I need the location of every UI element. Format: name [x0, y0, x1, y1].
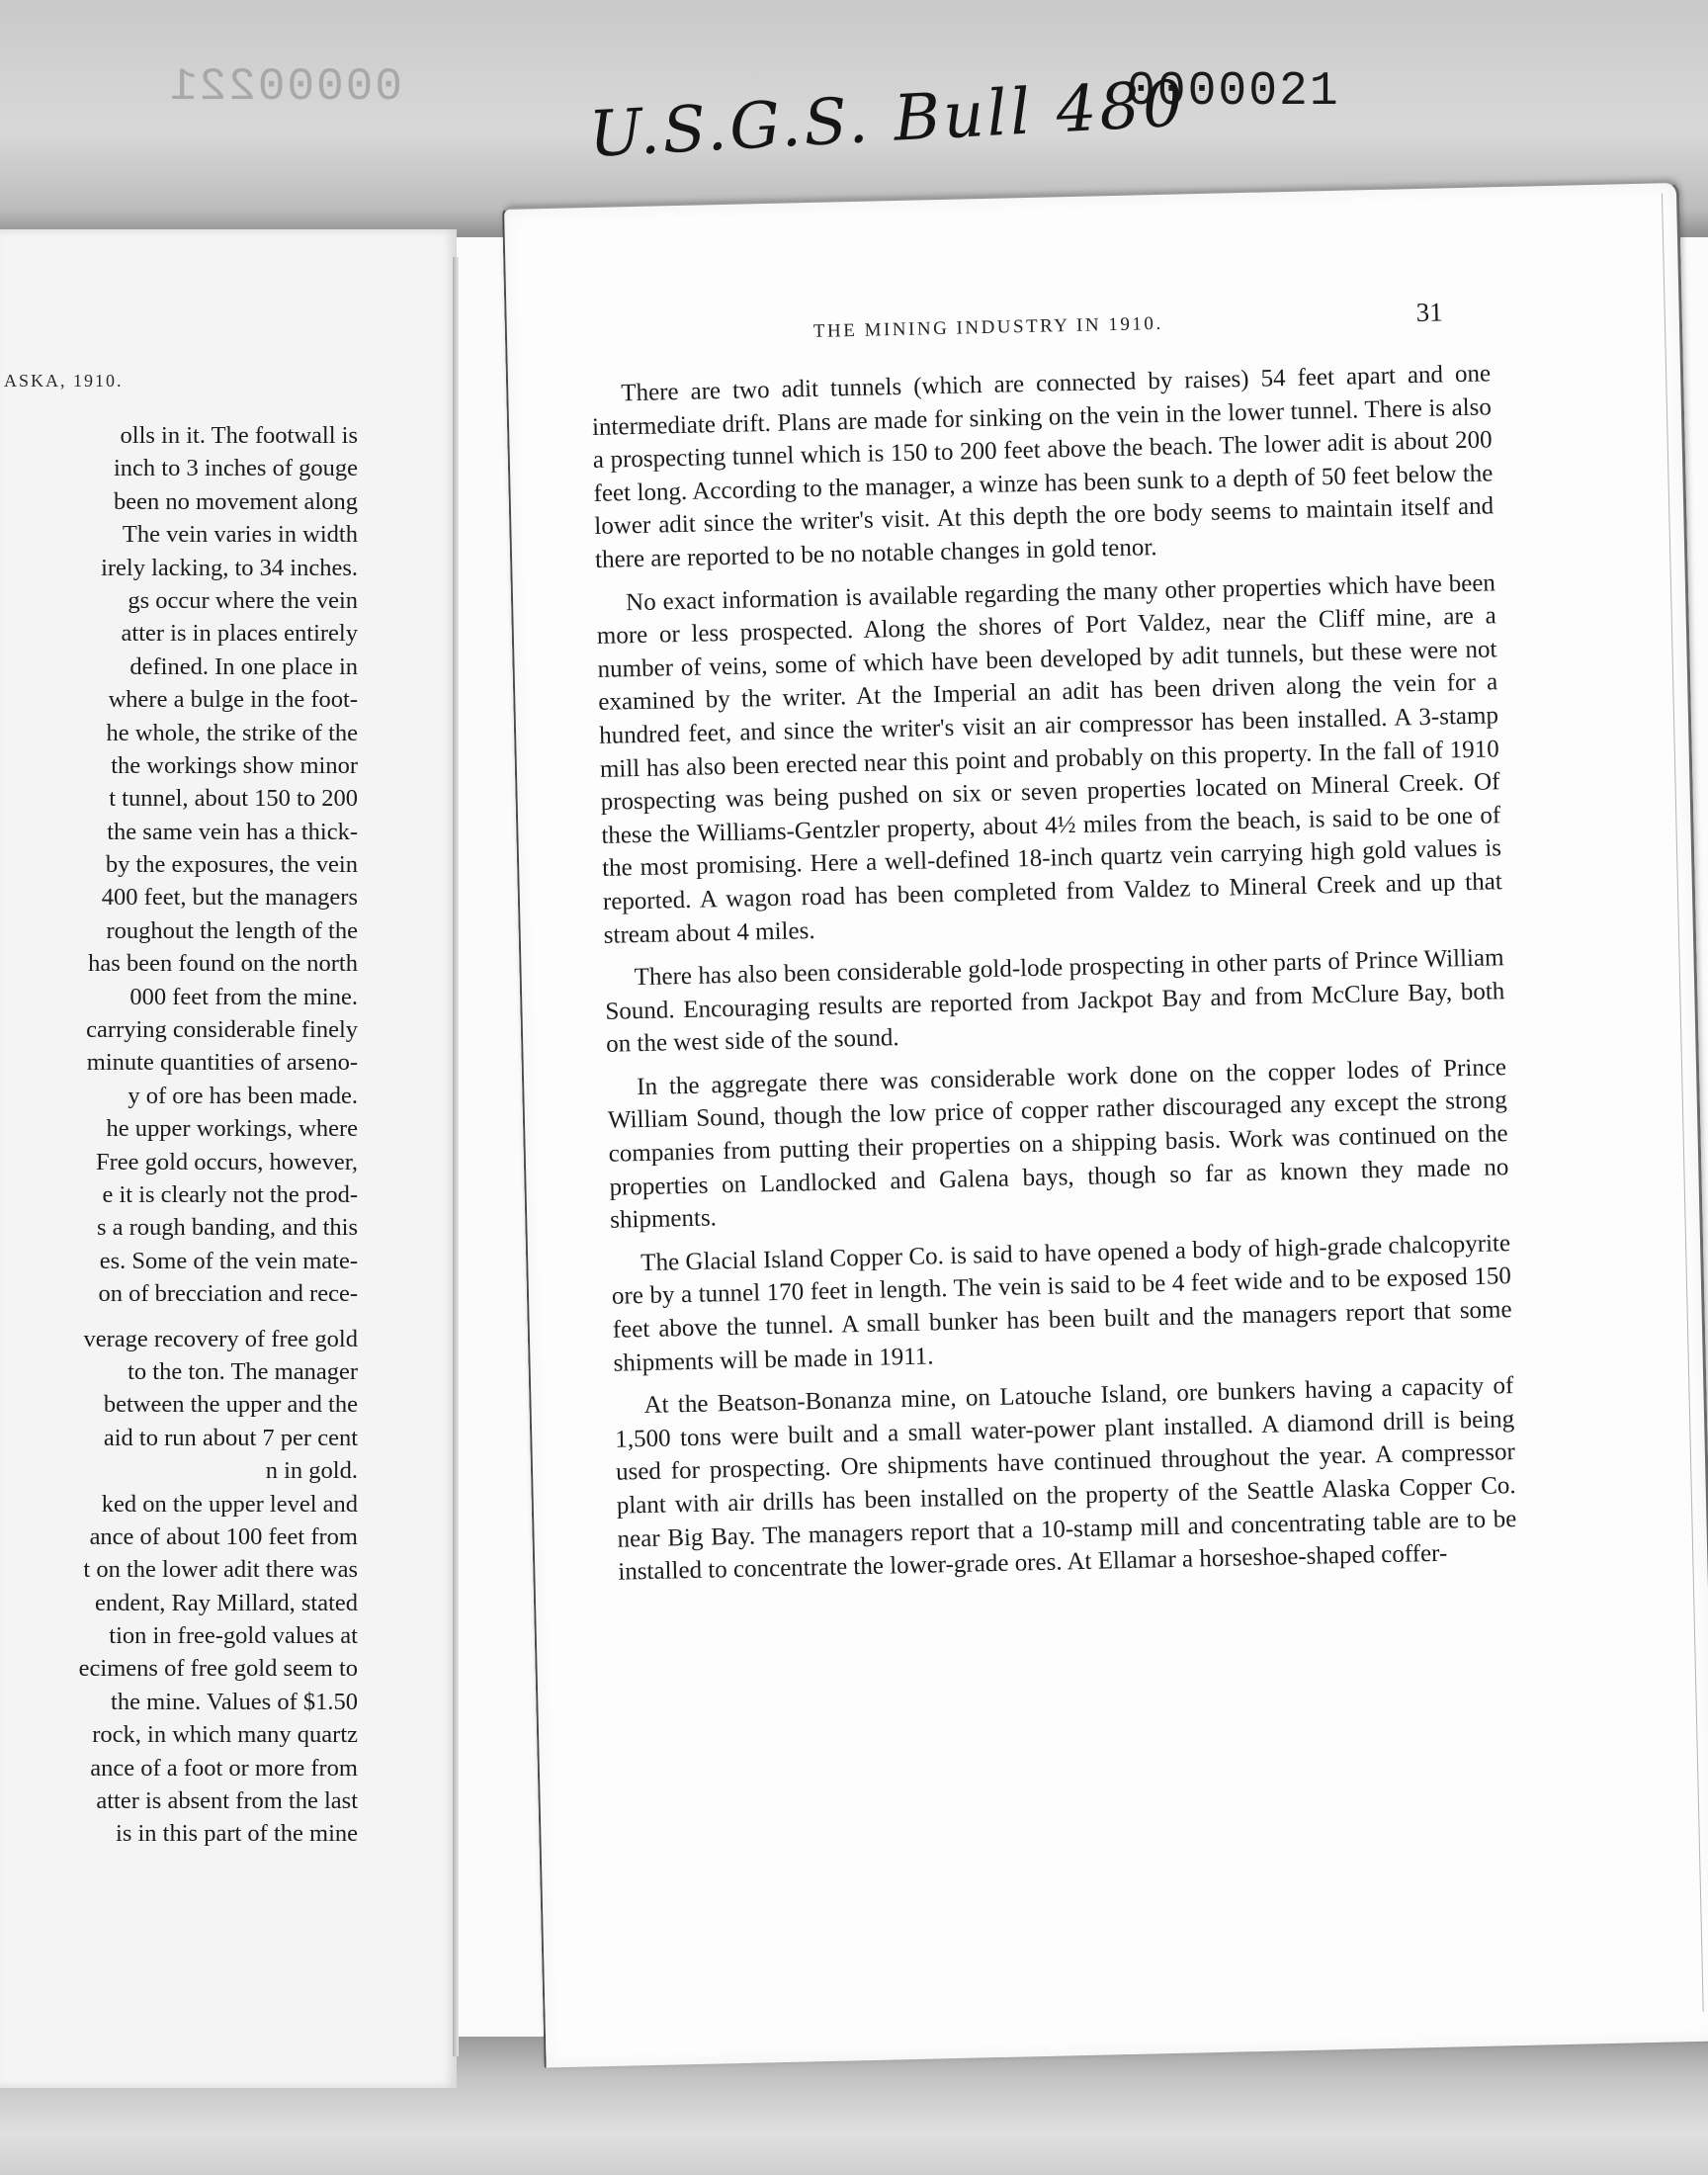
left-page-line: has been found on the north — [88, 950, 358, 978]
body-paragraph: There has also been considerable gold-lode prospecting in other parts of Prince William Sound. Encouraging results are reported from Jackpot Bay and from McClure Bay, both on the west side of the sound. — [605, 944, 1505, 1059]
left-page-line: t on the lower adit there was — [83, 1556, 358, 1584]
left-page-line: atter is in places entirely — [121, 620, 358, 648]
left-page-line: been no movement along — [114, 487, 358, 515]
running-head: THE MINING INDUSTRY IN 1910. — [812, 312, 1163, 342]
left-page-line: tion in free-gold values at — [109, 1622, 358, 1650]
left-page-line: by the exposures, the vein — [105, 851, 358, 879]
left-page — [0, 229, 457, 2088]
left-page-line: gs occur where the vein — [128, 586, 358, 614]
page-number: 31 — [1415, 297, 1443, 328]
left-page-header: ASKA, 1910. — [4, 371, 124, 391]
left-page-line: irely lacking, to 34 inches. — [101, 554, 358, 581]
left-page-line: roughout the length of the — [106, 916, 358, 944]
left-page-line: he upper workings, where — [106, 1115, 358, 1143]
left-page-line: y of ore has been made. — [128, 1082, 358, 1109]
left-page-line: ance of about 100 feet from — [89, 1522, 358, 1550]
left-page-line: to the ton. The manager — [128, 1357, 358, 1385]
left-page-text — [0, 419, 358, 1851]
left-page-line: the same vein has a thick- — [107, 818, 358, 845]
right-page — [502, 181, 1708, 2068]
body-paragraph: No exact information is available regarding the many other properties which have been more or less prospected. Along the shores of Port Valdez, near the Cliff mine, are a number of veins, some of which have been developed by adit tunnels, but these were not examined by the writer. At the Imperial an adit has been driven along the vein for a hundred feet, and since the writer's visit an air compressor has been installed. A 3-stamp mill has also been erected near this point and probably on this property. In the fall of 1910 prospecting was being pushed on six or seven properties located on Mineral Creek. Of these the Williams-Gentzler property, about 4½ miles from the beach, is said to be one of the most promising. Here a well-defined 18-inch quartz vein carrying high gold values is reported. A wagon road has been completed from Valdez to Mineral Creek and up that stream about 4 miles. — [596, 568, 1503, 949]
left-page-line: carrying considerable finely — [86, 1016, 358, 1044]
left-page-line: where a bulge in the foot- — [108, 686, 358, 714]
page-edge — [1662, 193, 1708, 2012]
body-paragraph: The Glacial Island Copper Co. is said to have opened a body of high-grade chalcopyrite ore by a tunnel 170 feet in length. The vein is said to be 4 feet wide and to be exposed 150 feet above the tunnel. A small bunker has been built and the managers report that some shipments will be made in 1911. — [611, 1229, 1512, 1377]
left-page-line: the workings show minor — [111, 751, 358, 779]
left-page-line: ked on the upper level and — [101, 1490, 358, 1518]
left-page-line: n in gold. — [265, 1457, 358, 1485]
body-paragraph: In the aggregate there was considerable work done on the copper lodes of Prince William Sound, though the low price of copper rather discouraged any except the strong companies from putting their properties on a shipping basis. Work was continued on the properties on Landlocked and Galena bays, though so far as known they made no shipments. — [607, 1054, 1509, 1235]
left-page-line: minute quantities of arseno- — [86, 1049, 358, 1077]
left-page-line — [0, 1311, 358, 1323]
book-gutter — [453, 257, 459, 2056]
left-page-line: es. Some of the vein mate- — [99, 1247, 358, 1274]
left-page-line: verage recovery of free gold — [83, 1325, 358, 1352]
left-page-line: the mine. Values of $1.50 — [111, 1688, 358, 1715]
left-page-line: defined. In one place in — [129, 652, 358, 680]
left-page-line: aid to run about 7 per cent — [103, 1424, 358, 1451]
left-page-line: 400 feet, but the managers — [101, 884, 358, 912]
left-page-line: rock, in which many quartz — [92, 1721, 358, 1749]
left-page-line: t tunnel, about 150 to 200 — [109, 785, 358, 813]
left-page-line: s a rough banding, and this — [96, 1214, 358, 1242]
handwritten-note: U.S.G.S. Bull 480 — [587, 67, 1188, 172]
body-paragraph: At the Beatson-Bonanza mine, on Latouche Island, ore bunkers having a capacity of 1,500 tons were built and a small water-power plant installed. A diamond drill is being used for prospecting. Ore shipments have continued throughout the year. A compressor plant with air drills has been installed on the property of the Seattle Alaska Copper Co. near Big Bay. The managers report that a 10-stamp mill and concentrating table are to be installed to concentrate the lower-grade ores. At Ellamar a horseshoe-shaped coffer- — [614, 1372, 1517, 1586]
left-page-line: endent, Ray Millard, stated — [94, 1589, 358, 1616]
left-page-line: between the upper and the — [103, 1391, 358, 1419]
left-page-line: 000 feet from the mine. — [129, 983, 358, 1010]
left-page-line: is in this part of the mine — [116, 1820, 358, 1848]
body-paragraph: There are two adit tunnels (which are connected by raises) 54 feet apart and one intermediate drift. Plans are made for sinking on the vein in the lower tunnel. There is also a prospecting tunnel which is 150 to 200 feet above the beach. The lower adit is about 200 feet long. According to the manager, a winze has been sunk to a depth of 50 feet below the lower adit since the writer's visit. At this depth the ore body seems to maintain itself and there are reported to be no notable changes in gold tenor. — [591, 360, 1494, 573]
left-page-line: ecimens of free gold seem to — [78, 1655, 358, 1683]
left-page-line: atter is absent from the last — [96, 1787, 358, 1815]
body-text — [591, 357, 1518, 1599]
left-page-line: inch to 3 inches of gouge — [114, 455, 358, 482]
ghost-stamp-number: 00000221 — [168, 61, 402, 113]
left-page-line: he whole, the strike of the — [106, 719, 358, 746]
left-page-line: olls in it. The footwall is — [120, 422, 358, 449]
left-page-line: e it is clearly not the prod- — [102, 1180, 358, 1208]
stamp-number: 0000021 — [1127, 65, 1340, 119]
left-page-line: The vein varies in width — [122, 521, 358, 549]
left-page-line: ance of a foot or more from — [90, 1754, 358, 1782]
left-page-line: on of brecciation and rece- — [98, 1280, 358, 1308]
left-page-line: Free gold occurs, however, — [95, 1148, 358, 1175]
